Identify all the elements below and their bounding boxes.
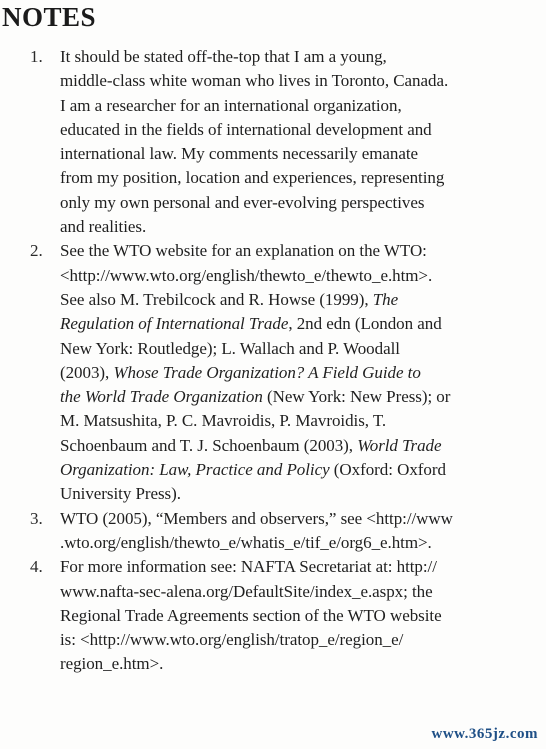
note-line [60,458,542,482]
notes-heading: NOTES [2,2,97,32]
note-line [60,288,542,312]
note-line [60,652,542,676]
note-text-segment: I am a researcher for an international organization, [60,95,402,115]
note-line [60,215,542,239]
note-line [60,69,542,93]
note-line [60,191,542,215]
note-line [60,507,542,531]
note-text-segment: middle-class white woman who lives in Toronto, Canada. [60,71,449,91]
note-text [60,507,542,556]
note-text [60,45,542,239]
italic-title-text: The [372,289,399,309]
notes-list [30,45,542,677]
note-text-segment: educated in the fields of international development and [60,119,432,139]
note-text-segment: New York: Routledge); L. Wallach and P. Woodall [60,338,400,358]
note-text-segment: Regional Trade Agreements section of the WTO website [60,605,442,625]
note-text-segment: (2003), [60,362,114,382]
note-line [60,531,542,555]
note-text-segment: is: <http://www.wto.org/english/tratop_e/region_e/ [60,630,404,650]
note-line [60,385,542,409]
note-text-segment: Schoenbaum and T. J. Schoenbaum (2003), [60,435,358,455]
note-line [60,94,542,118]
italic-title-text: World Trade [357,435,442,455]
note-text-segment: www.nafta-sec-alena.org/DefaultSite/index_e.aspx; the [60,581,433,601]
note-text-segment: WTO (2005), “Members and observers,” see <http://www [60,508,453,528]
site-watermark: www.365jz.com [431,726,538,742]
italic-title-text: the World Trade Organization [60,387,263,407]
note-line [60,264,542,288]
note-text-segment: University Press). [60,484,181,504]
note-number: 1. [30,47,43,66]
note-number: 2. [30,241,43,261]
italic-title-text: Whose Trade Organization? A Field Guide to [113,362,421,382]
note-text-segment: (Oxford: Oxford [329,460,446,480]
note-item [30,507,542,556]
note-text-segment: international law. My comments necessarily emanate [60,144,418,164]
note-line [60,166,542,190]
italic-title-text: Organization: Law, Practice and Policy [60,460,330,480]
note-text-segment: only my own personal and ever-evolving perspectives [60,192,425,212]
note-item [30,239,542,506]
note-text-segment: and realities. [60,217,147,237]
note-line [60,604,542,628]
note-line [60,409,542,433]
note-line [60,628,542,652]
note-number: 3. [30,508,43,528]
note-line [60,45,542,69]
note-text-segment: See also M. Trebilcock and R. Howse (1999), [60,289,373,309]
note-text-segment: See the WTO website for an explanation on the WTO: [60,241,427,261]
note-text-segment: region_e.htm>. [60,654,164,674]
note-line [60,482,542,506]
note-item [30,45,542,239]
note-text [60,555,542,676]
note-text-segment: , 2nd edn (London and [288,314,442,334]
note-line [60,118,542,142]
note-text-segment: <http://www.wto.org/english/thewto_e/thewto_e.htm>. [60,265,433,285]
note-text [60,239,542,506]
note-text-segment: It should be stated off-the-top that I am a young, [60,47,387,66]
note-number: 4. [30,557,43,577]
note-line [60,555,542,579]
note-text-segment: (New York: New Press); or [262,387,451,407]
note-line [60,312,542,336]
note-text-segment: .wto.org/english/thewto_e/whatis_e/tif_e/org6_e.htm>. [60,532,432,552]
italic-title-text: Regulation of International Trade [60,314,289,334]
note-line [60,142,542,166]
note-text-segment: For more information see: NAFTA Secretariat at: http:// [60,557,437,577]
note-text-segment: M. Matsushita, P. C. Mavroidis, P. Mavroidis, T. [60,411,387,431]
note-line [60,337,542,361]
note-line [60,580,542,604]
note-line [60,239,542,263]
note-text-segment: from my position, location and experiences, representing [60,168,445,188]
note-line [60,434,542,458]
note-item [30,555,542,676]
note-line [60,361,542,385]
